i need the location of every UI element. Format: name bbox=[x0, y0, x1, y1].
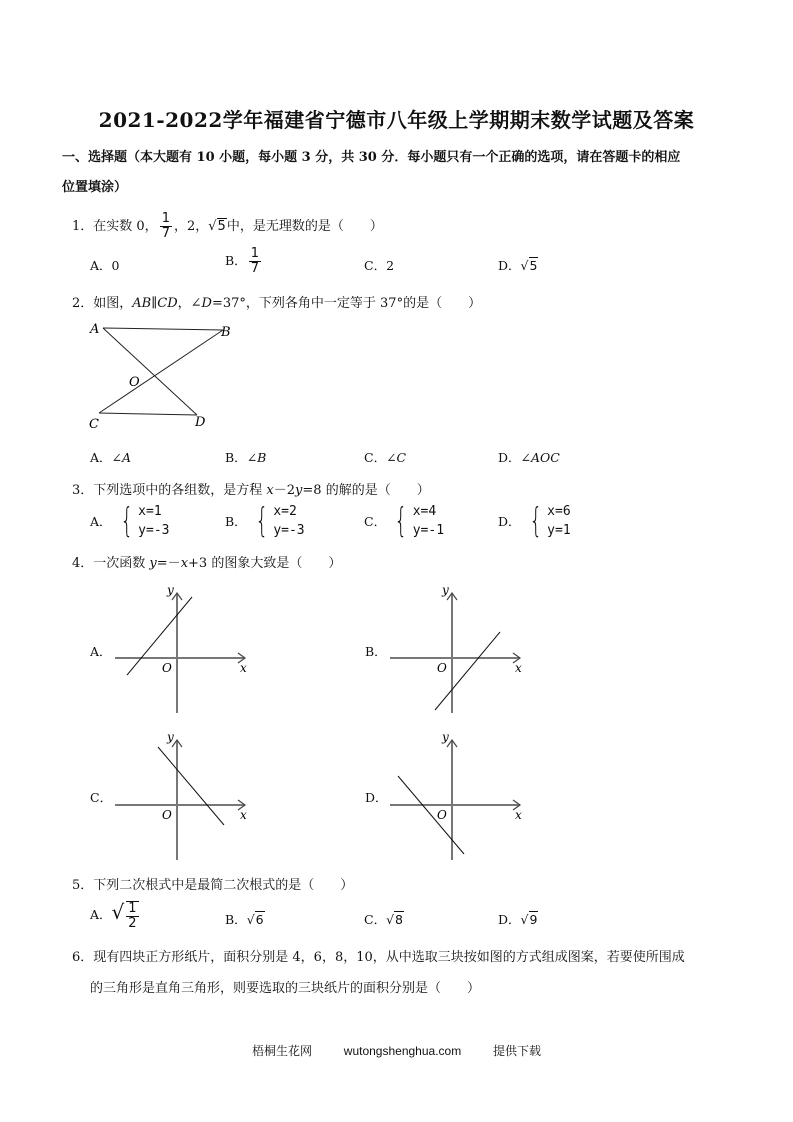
svg-text:y: y bbox=[442, 583, 449, 597]
label-d: D bbox=[195, 415, 206, 430]
parallel-lines-figure bbox=[85, 318, 245, 433]
q4-graph-d bbox=[385, 723, 535, 861]
q3-option-a: A． { x=1 y=-3 bbox=[90, 501, 170, 541]
footer-note: 提供下载 bbox=[493, 1044, 542, 1058]
svg-text:x: x bbox=[240, 661, 247, 675]
q3-option-b: B． { x=2 y=-3 bbox=[225, 501, 305, 541]
svg-text:x: x bbox=[240, 808, 247, 822]
svg-text:O: O bbox=[437, 808, 447, 822]
label-o: O bbox=[129, 375, 140, 390]
document-title: 2021-2022学年福建省宁德市八年级上学期期末数学试题及答案 bbox=[98, 108, 695, 132]
question-1: 1．在实数 0， $\frac{1}{7}$ ，2，√5中，是无理数的是（ ） bbox=[72, 211, 383, 241]
svg-text:O: O bbox=[162, 661, 172, 675]
q4-option-a-label: A． bbox=[90, 644, 112, 659]
q4-option-d-label: D． bbox=[365, 790, 388, 805]
q4-graph-b bbox=[385, 578, 535, 716]
q3-option-d: D． { x=6 y=1 bbox=[498, 501, 571, 541]
svg-text:x: x bbox=[515, 661, 522, 675]
svg-text:y: y bbox=[167, 730, 174, 744]
q3-option-c: C． { x=4 y=-1 bbox=[364, 501, 445, 541]
question-number: 1． bbox=[72, 219, 94, 234]
q1-option-d: D．√5 bbox=[498, 258, 538, 273]
square-root: √5 bbox=[208, 219, 226, 234]
q2-option-b: B．∠B bbox=[225, 450, 267, 465]
q5-option-c: C．√8 bbox=[364, 912, 403, 927]
q2-option-d: D．∠AOC bbox=[498, 450, 560, 465]
question-5: 5．下列二次根式中是最简二次根式的是（ ） bbox=[72, 878, 354, 893]
label-a: A bbox=[90, 322, 100, 337]
q4-graph-a bbox=[110, 578, 260, 716]
q4-option-c-label: C． bbox=[90, 790, 113, 805]
svg-text:x: x bbox=[515, 808, 522, 822]
q4-option-b-label: B． bbox=[365, 644, 387, 659]
q1-option-a: A．0 bbox=[90, 258, 120, 273]
svg-text:y: y bbox=[442, 730, 449, 744]
q5-option-b: B．√6 bbox=[225, 912, 264, 927]
fraction: $\frac{1}{7}$ bbox=[161, 211, 170, 241]
label-c: C bbox=[89, 417, 99, 432]
question-6-line2: 的三角形是直角三角形，则要选取的三块纸片的面积分别是（ ） bbox=[90, 981, 481, 996]
footer-site-name: 梧桐生花网 bbox=[251, 1044, 312, 1058]
question-3: 3．下列选项中的各组数，是方程 x－2y=8 的解的是（ ） bbox=[72, 483, 430, 498]
question-4: 4．一次函数 y=－x+3 的图象大致是（ ） bbox=[72, 556, 342, 571]
label-b: B bbox=[221, 325, 231, 340]
page-footer bbox=[0, 1042, 793, 1059]
svg-text:O: O bbox=[162, 808, 172, 822]
question-6-line1: 6．现有四块正方形纸片，面积分别是 4，6，8，10，从中选取三块按如图的方式组成图案，若要使所围成 bbox=[72, 950, 685, 965]
q1-option-c: C．2 bbox=[364, 258, 395, 273]
svg-text:y: y bbox=[167, 583, 174, 597]
q5-option-d: D．√9 bbox=[498, 912, 538, 927]
section-heading-line1: 一、选择题（本大题有 10 小题，每小题 3 分，共 30 分．每小题只有一个正确的选项，请在答题卡的相应 bbox=[62, 150, 681, 165]
section-heading-line2: 位置填涂） bbox=[62, 180, 128, 195]
q1-option-b: B． $\frac{1}{7}$ bbox=[225, 246, 259, 276]
q4-graph-c bbox=[110, 723, 260, 861]
footer-url[interactable]: wutongshenghua.com bbox=[343, 1044, 462, 1058]
q2-option-c: C．∠C bbox=[364, 450, 407, 465]
svg-text:O: O bbox=[437, 661, 447, 675]
question-2: 2．如图，AB∥CD，∠D=37°，下列各角中一定等于 37°的是（ ） bbox=[72, 296, 482, 311]
q2-option-a: A．∠A bbox=[90, 450, 132, 465]
q5-option-a: A．√ $\frac{1}{2}$ bbox=[90, 900, 137, 931]
